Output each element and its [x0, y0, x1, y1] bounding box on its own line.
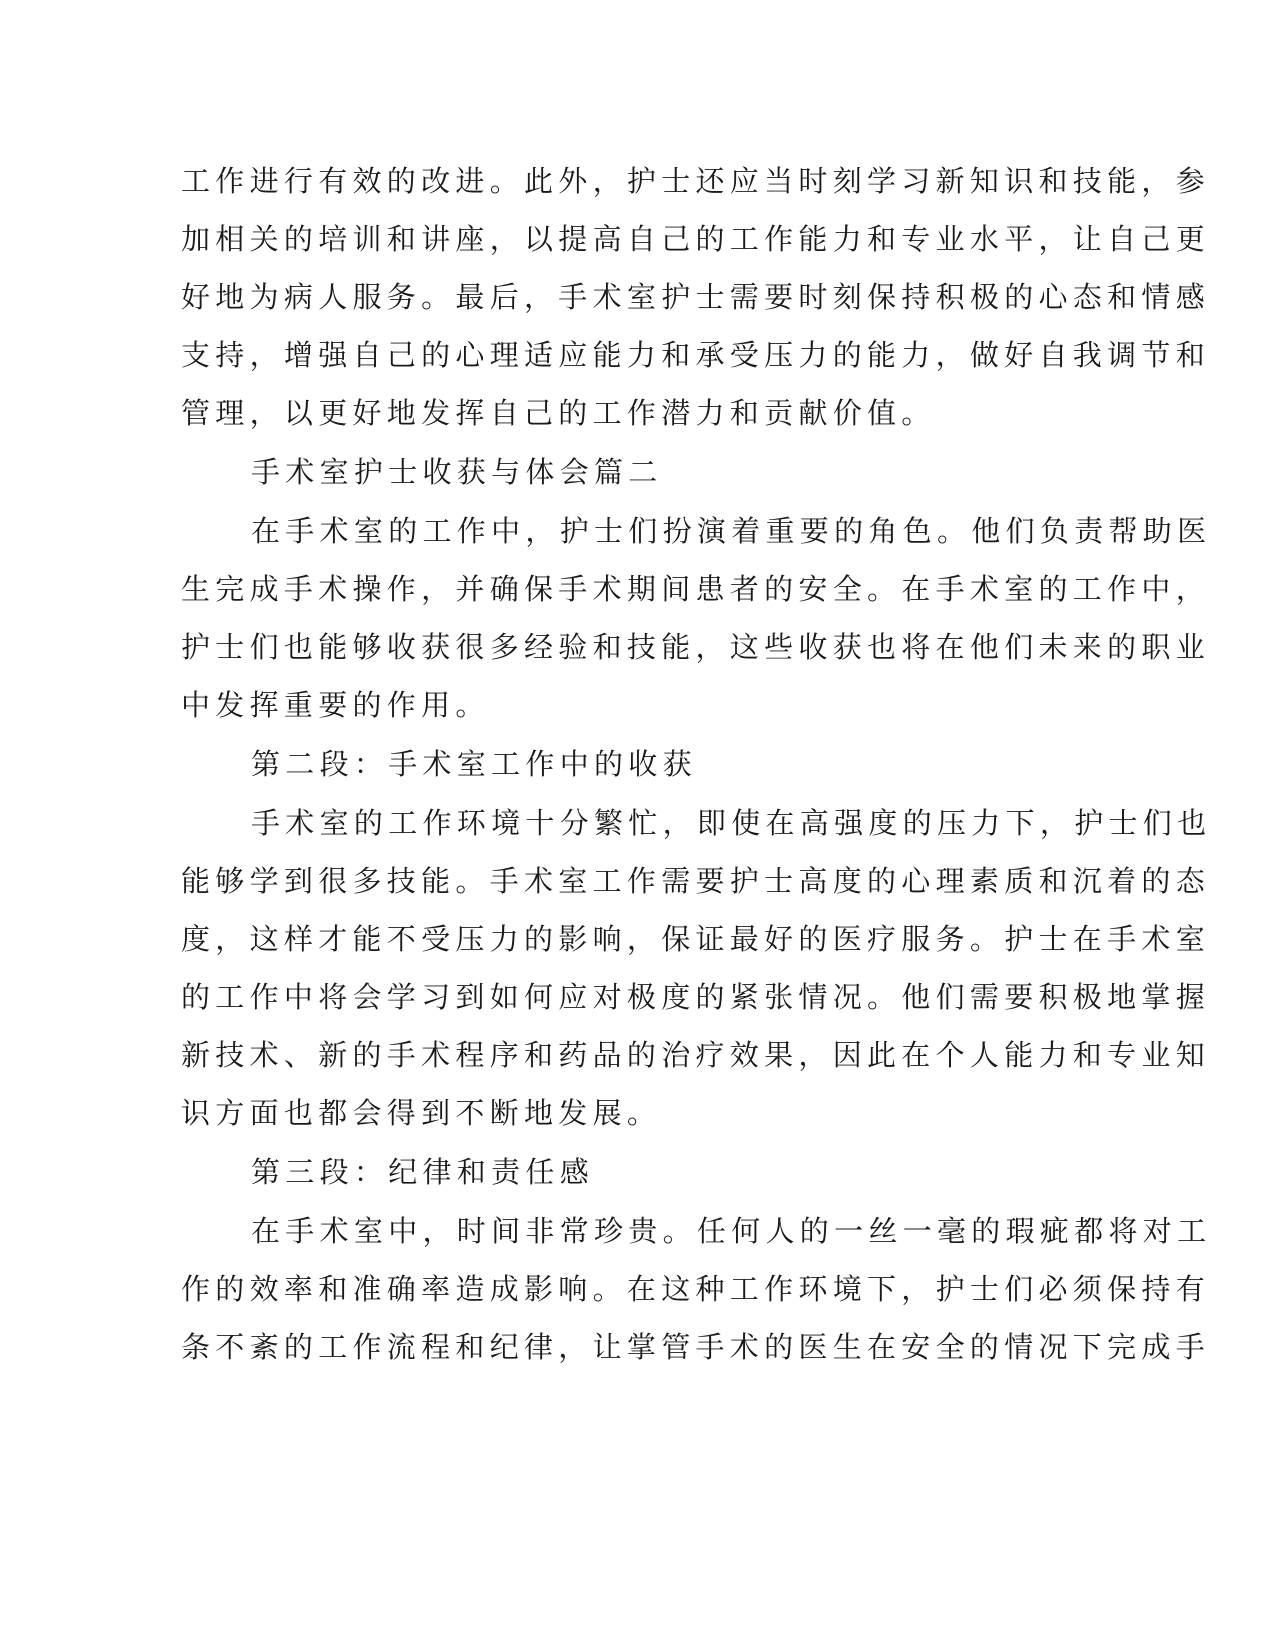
body-text-line: 生完成手术操作，并确保手术期间患者的安全。在手术室的工作中， [181, 572, 1211, 606]
body-text-line: 条不紊的工作流程和纪律，让掌管手术的医生在安全的情况下完成手 [181, 1330, 1211, 1364]
body-text-line: 管理，以更好地发挥自己的工作潜力和贡献价值。 [181, 396, 936, 430]
body-text-line: 的工作中将会学习到如何应对极度的紧张情况。他们需要积极地掌握 [181, 980, 1211, 1014]
section-heading: 第二段：手术室工作中的收获 [251, 747, 697, 781]
body-text-line: 中发挥重要的作用。 [181, 688, 490, 722]
body-text-line: 好地为病人服务。最后，手术室护士需要时刻保持积极的心态和情感 [181, 280, 1211, 314]
section-heading: 第三段：纪律和责任感 [251, 1155, 595, 1189]
body-text-line: 识方面也都会得到不断地发展。 [181, 1096, 662, 1130]
body-text-line: 在手术室的工作中，护士们扮演着重要的角色。他们负责帮助医 [251, 514, 1212, 548]
body-text-line: 作的效率和准确率造成影响。在这种工作环境下，护士们必须保持有 [181, 1272, 1211, 1306]
body-text-line: 手术室的工作环境十分繁忙，即使在高强度的压力下，护士们也 [251, 806, 1212, 840]
body-text-line: 支持，增强自己的心理适应能力和承受压力的能力，做好自我调节和 [181, 338, 1211, 372]
body-text-line: 工作进行有效的改进。此外，护士还应当时刻学习新知识和技能，参 [181, 164, 1211, 198]
body-text-line: 加相关的培训和讲座，以提高自己的工作能力和专业水平，让自己更 [181, 222, 1211, 256]
section-heading: 手术室护士收获与体会篇二 [251, 455, 663, 489]
body-text-line: 能够学到很多技能。手术室工作需要护士高度的心理素质和沉着的态 [181, 864, 1211, 898]
body-text-line: 新技术、新的手术程序和药品的治疗效果，因此在个人能力和专业知 [181, 1038, 1211, 1072]
body-text-line: 护士们也能够收获很多经验和技能，这些收获也将在他们未来的职业 [181, 630, 1211, 664]
body-text-line: 在手术室中，时间非常珍贵。任何人的一丝一毫的瑕疵都将对工 [251, 1214, 1212, 1248]
body-text-line: 度，这样才能不受压力的影响，保证最好的医疗服务。护士在手术室 [181, 922, 1211, 956]
